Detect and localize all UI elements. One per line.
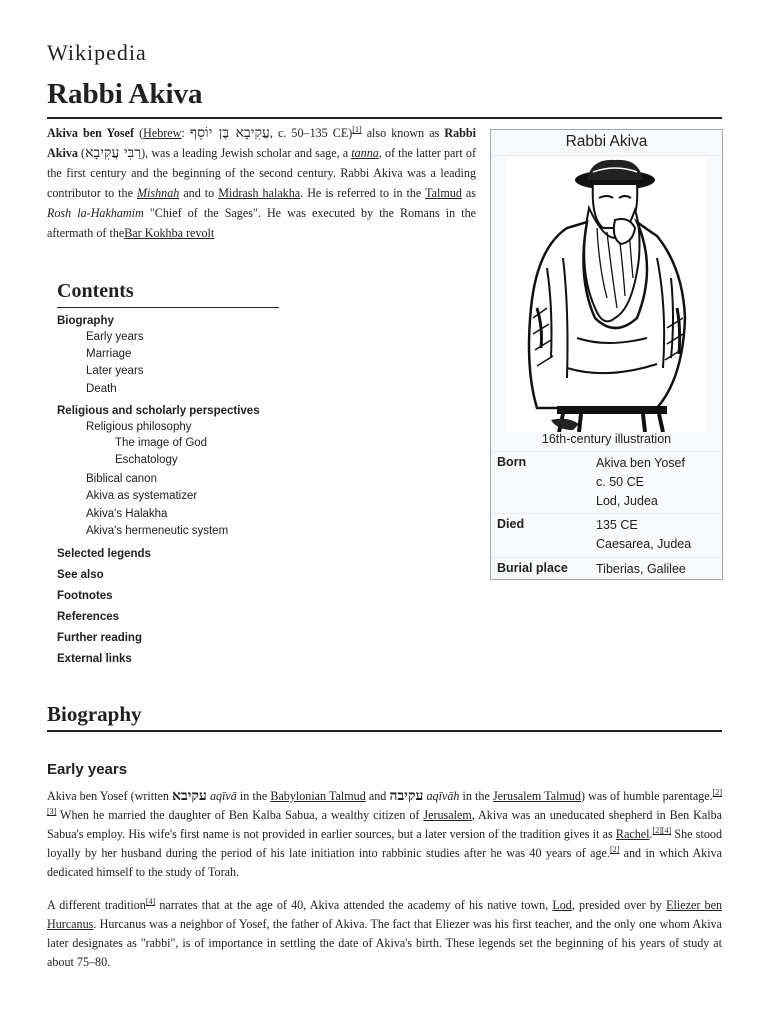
midrash-halakha-link[interactable]: Midrash halakha xyxy=(218,186,301,200)
body-text: in the xyxy=(236,789,271,803)
toc-item-early-years[interactable]: Early years xyxy=(86,331,144,343)
jerusalem-link[interactable]: Jerusalem xyxy=(423,808,472,822)
born-label: Born xyxy=(497,455,527,469)
early-years-paragraph-1 xyxy=(47,787,722,882)
subject-alias: Rabbi Akiva xyxy=(47,126,476,160)
aqivah-transliteration: aqīvāh xyxy=(426,789,460,803)
body-text: Akiva ben Yosef (written xyxy=(47,789,172,803)
image-caption: 16th-century illustration xyxy=(541,432,672,446)
lead-text: ( xyxy=(77,146,86,160)
died-date: 135 CE xyxy=(596,518,638,532)
lead-paragraph xyxy=(47,123,476,243)
body-text: narrates that at the age of 40, Akiva attended the academy of his native town, xyxy=(155,898,553,912)
hebrew-name: עֲקִיבָא בֶּן יוֹסֵף xyxy=(189,125,270,141)
toc-title: Contents xyxy=(57,280,279,308)
born-value xyxy=(596,454,720,511)
title-divider xyxy=(47,117,722,119)
toc-item-later-years[interactable]: Later years xyxy=(86,365,144,377)
burial-label: Burial place xyxy=(497,561,568,575)
bar-kokhba-revolt-link[interactable]: Bar Kokhba revolt xyxy=(124,226,215,240)
toc-item-religious-philosophy[interactable]: Religious philosophy xyxy=(86,421,192,433)
toc-item-halakha[interactable]: Akiva's Halakha xyxy=(86,508,168,520)
body-text: and xyxy=(365,789,390,803)
lead-text: . He is referred to in the xyxy=(300,186,426,200)
footnote-ref[interactable]: [4] xyxy=(145,896,156,906)
infobox-row-died xyxy=(491,513,722,558)
lead-text: also known as xyxy=(361,126,445,140)
lod-link[interactable]: Lod xyxy=(552,898,572,912)
tanna-link[interactable]: tanna xyxy=(351,146,379,160)
lead-text: ), was a leading Jewish scholar and sage, a xyxy=(141,146,352,160)
portrait-illustration[interactable] xyxy=(507,158,707,432)
hebrew-alias: רַבִּי עֲקִיבָא xyxy=(85,145,142,161)
aqiva-transliteration: aqīvā xyxy=(209,789,237,803)
subject-name: Akiva ben Yosef xyxy=(47,126,134,140)
burial-value[interactable]: Tiberias, Galilee xyxy=(596,562,686,576)
lead-text: ( xyxy=(133,126,144,140)
toc-item-image-of-god[interactable]: The image of God xyxy=(115,437,208,449)
rosh-la-hakhamim: Rosh la-Hakhamim xyxy=(47,206,144,220)
toc-item-external-links[interactable]: External links xyxy=(57,653,132,665)
toc-item-systematizer[interactable]: Akiva as systematizer xyxy=(86,490,198,502)
toc-item-death[interactable]: Death xyxy=(86,383,117,395)
toc-item-references[interactable]: References xyxy=(57,611,120,623)
caesarea-link[interactable]: Caesarea, Judea xyxy=(596,537,692,551)
rachel-link[interactable]: Rachel xyxy=(615,827,650,841)
toc-item-marriage[interactable]: Marriage xyxy=(86,348,132,360)
infobox-row-born xyxy=(491,451,722,512)
toc-item-footnotes[interactable]: Footnotes xyxy=(57,590,113,602)
hebrew-aqivah: עקיבה xyxy=(389,788,424,804)
page-title: Rabbi Akiva xyxy=(47,78,203,110)
body-text: , Akiva was an uneducated shepherd in Ben Kalba Sabua's employ. His wife's first name is not provided in earlier sources, but a later version of the tradition gives it as xyxy=(47,808,722,841)
body-text: A different tradition xyxy=(47,898,146,912)
footnote-ref[interactable]: [2][4] xyxy=(652,825,672,835)
body-text: and in which Akiva dedicated himself to the study of Torah. xyxy=(47,846,723,879)
toc-item-further-reading[interactable]: Further reading xyxy=(57,632,142,644)
hebrew-aqiva: עקיבא xyxy=(171,788,207,804)
early-years-paragraph-2 xyxy=(47,896,722,972)
footnote-ref[interactable]: [2][3] xyxy=(47,787,722,816)
toc-item-selected-legends[interactable]: Selected legends xyxy=(57,548,151,560)
body-text: . xyxy=(649,827,653,841)
eliezer-ben-hurcanus-link[interactable]: Eliezer ben Hurcanus xyxy=(47,898,722,931)
lead-text: , of the latter part of the first century and the beginning of the second century. Rabbi Akiva was a leading contributor to the xyxy=(47,146,476,200)
died-label: Died xyxy=(497,517,525,531)
infobox-row-burial xyxy=(491,557,722,579)
body-text: When he married the daughter of Ben Kalba Sabua, a wealthy citizen of xyxy=(56,808,424,822)
section-heading-biography: Biography xyxy=(47,702,142,726)
toc-item-biography[interactable]: Biography xyxy=(57,315,114,327)
jerusalem-talmud-link[interactable]: Jerusalem Talmud xyxy=(492,789,581,803)
toc-item-biblical-canon[interactable]: Biblical canon xyxy=(86,473,157,485)
talmud-link[interactable]: Talmud xyxy=(425,186,462,200)
lead-text: and to xyxy=(179,186,219,200)
lead-text: , c. 50–135 CE) xyxy=(269,126,353,140)
lead-text: "Chief of the Sages". He was executed by the Romans in the aftermath of the xyxy=(47,206,476,240)
toc-item-see-also[interactable]: See also xyxy=(57,569,104,581)
mishnah-link[interactable]: Mishnah xyxy=(136,186,180,200)
body-text: She stood loyally by her husband during the period of his late initiation into rabbinic studies after he was 40 years of age. xyxy=(47,827,722,860)
body-text: , presided over by xyxy=(571,898,667,912)
table-of-contents xyxy=(57,280,287,665)
toc-item-eschatology[interactable]: Eschatology xyxy=(115,454,178,466)
body-text: in the xyxy=(459,789,493,803)
wikipedia-logo[interactable]: Wikipedia xyxy=(47,40,147,65)
born-date: c. 50 CE xyxy=(596,475,644,489)
died-value xyxy=(596,516,720,554)
born-name: Akiva ben Yosef xyxy=(596,456,685,470)
infobox xyxy=(490,129,723,580)
hebrew-link[interactable]: Hebrew xyxy=(143,126,182,140)
toc-item-religious-perspectives[interactable]: Religious and scholarly perspectives xyxy=(57,405,260,417)
babylonian-talmud-link[interactable]: Babylonian Talmud xyxy=(270,789,366,803)
body-text: . Hurcanus was a neighbor of Yosef, the father of Akiva. The fact that Eliezer was his first teacher, and the only one whom Akiva later designates as "rabbi", is of importance in settling the date of Akiva's birth. These legends set the beginning of his years of study at about 75–80. xyxy=(47,917,722,969)
subsection-heading-early-years: Early years xyxy=(47,761,128,778)
toc-item-hermeneutic-system[interactable]: Akiva's hermeneutic system xyxy=(86,525,229,537)
infobox-title: Rabbi Akiva xyxy=(491,130,722,156)
lead-text: : xyxy=(181,126,190,140)
born-place: Lod, Judea xyxy=(596,494,658,508)
lead-text: as xyxy=(461,186,476,200)
body-text: ) was of humble parentage. xyxy=(580,789,713,803)
footnote-ref[interactable]: [2] xyxy=(609,844,620,854)
section-divider xyxy=(47,730,722,732)
footnote-ref[interactable]: [1] xyxy=(352,124,362,134)
